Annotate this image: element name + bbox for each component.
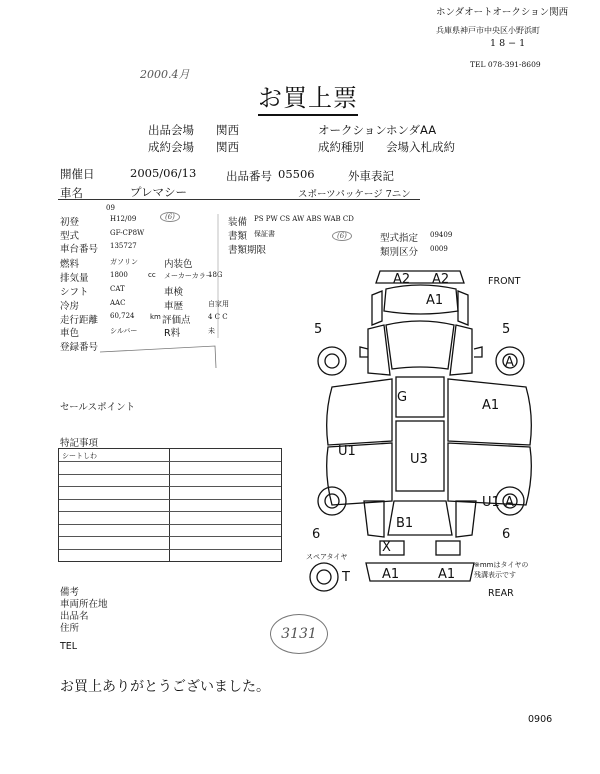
company-address-number: 1 8 − 1 <box>490 38 526 49</box>
ac-value: AAC <box>110 299 126 307</box>
grid-row-line <box>59 536 281 537</box>
tread-note-line-1: ※mmはタイヤの <box>474 561 529 569</box>
contract-type-value: 会場入札成約 <box>386 140 455 154</box>
equipment-label: 装備 <box>228 217 248 228</box>
mark-rear-x: X <box>382 540 391 555</box>
mark-left-side: U1 <box>338 444 356 459</box>
mark-center: U3 <box>410 452 428 467</box>
grid-column-divider <box>169 449 170 561</box>
mark-right-front-tire-number: 5 <box>502 322 511 337</box>
history-label: 車歴 <box>164 301 184 312</box>
color-label: 車色 <box>60 328 80 339</box>
tread-note-line-2: 残溝表示です <box>474 571 516 579</box>
handwritten-date-note: 2000.4月 <box>140 68 190 81</box>
score-value: 4 C C <box>208 313 228 321</box>
model-label: 型式 <box>60 231 80 242</box>
displacement-label: 排気量 <box>60 273 89 284</box>
shift-label: シフト <box>60 287 89 298</box>
spare-tire <box>310 563 338 591</box>
equipment-value: PS PW CS AW ABS WAB CD <box>254 215 354 223</box>
maker-color-label: メーカーカラー <box>164 272 213 280</box>
history-value: 自家用 <box>208 300 229 308</box>
mark-front-bumper-right: A2 <box>432 272 450 287</box>
mark-right-rear-door: U1 <box>482 495 500 510</box>
company-address: 兵庫県神戸市中央区小野浜町 <box>436 26 540 35</box>
first-reg-label: 初登 <box>60 217 80 228</box>
vehicle-location-label: 車両所在地 <box>60 599 108 610</box>
lot-label: 出品番号 <box>226 169 272 183</box>
mileage-value: 60,724 <box>110 312 135 320</box>
recycle-fee-value: 未 <box>208 327 215 335</box>
left-rear-fender <box>364 501 384 537</box>
closing-message: お買上ありがとうございました。 <box>60 679 270 695</box>
handwritten-circled-number: 3131 <box>270 614 328 654</box>
class-value: 0009 <box>430 245 448 253</box>
fuel-label: 燃料 <box>60 259 80 270</box>
score-label: 評価点 <box>162 315 191 326</box>
contract-type-label: 成約種別 <box>318 140 364 154</box>
front-bumper-shape <box>376 271 464 283</box>
address-label: 住所 <box>60 623 80 634</box>
grid-row-line <box>59 474 281 475</box>
left-rear-hub <box>325 494 339 508</box>
remarks-label: 備考 <box>60 587 80 598</box>
first-reg-value: H12/09 <box>110 215 137 223</box>
inspection-label: 車検 <box>164 287 184 298</box>
chassis-label: 車台番号 <box>60 244 99 255</box>
grid-row-line <box>59 499 281 500</box>
exhibitor-name-label: 出品名 <box>60 611 89 622</box>
right-rear-fender <box>456 501 476 537</box>
mark-hood: A1 <box>426 293 444 308</box>
mark-trunk: B1 <box>396 516 414 531</box>
docs-circle-note: (6) <box>332 231 352 241</box>
left-front-fender <box>372 291 382 325</box>
designation-value: 09409 <box>430 231 453 239</box>
left-rear-tire <box>318 487 346 515</box>
docs-label: 書類 <box>228 231 248 242</box>
front-label: FRONT <box>488 276 521 287</box>
contract-venue-label: 成約会場 <box>148 140 194 154</box>
grid-row-line <box>59 461 281 462</box>
mileage-unit: km <box>150 313 161 321</box>
mark-left-rear-tire: 6 <box>312 527 321 542</box>
mark-right-rear-tire: A <box>505 495 514 510</box>
grid-row-line <box>59 549 281 550</box>
rear-label: REAR <box>488 588 514 599</box>
grid-row-line <box>59 524 281 525</box>
maker-color-value: 18G <box>208 271 223 279</box>
tel-label: TEL <box>60 641 78 652</box>
venue-value: 関西 <box>216 123 239 137</box>
ac-label: 冷房 <box>60 301 80 312</box>
chassis-value: 135727 <box>110 242 137 250</box>
mark-front-bumper-left: A2 <box>393 272 411 287</box>
right-mirror <box>474 347 482 357</box>
mark-right-front-tire: A <box>505 355 514 370</box>
mark-rear-bumper-right: A1 <box>438 567 456 582</box>
mark-left-front-tire: 5 <box>314 322 323 337</box>
company-name: ホンダオートオークション関西 <box>436 7 569 18</box>
special-note-row-1: シートしわ <box>62 452 97 460</box>
venue-label: 出品会場 <box>148 123 194 137</box>
sales-point-label: セールスポイント <box>60 402 136 413</box>
grade-value: スポーツパッケージ 7ニン <box>298 189 411 200</box>
left-front-hub <box>325 354 339 368</box>
left-front-tire <box>318 347 346 375</box>
spare-tire-label: スペアタイヤ <box>306 553 348 561</box>
hood-shape <box>384 285 458 314</box>
mark-rear-bumper-left: A1 <box>382 567 400 582</box>
class-label: 類別区分 <box>380 247 419 258</box>
date-value: 2005/06/13 <box>130 166 197 180</box>
registration-number-label: 登録番号 <box>60 342 99 353</box>
left-mirror <box>360 347 368 357</box>
lot-value: 05506 <box>278 167 315 181</box>
first-reg-circle-note: (6) <box>160 212 180 222</box>
auction-value: ホンダAA <box>386 123 437 137</box>
color-value: シルバー <box>110 327 138 335</box>
left-front-door <box>327 379 392 445</box>
spare-tire-hub <box>317 570 331 584</box>
auction-label: オークション <box>318 123 387 137</box>
exterior-label: 外車表記 <box>348 169 394 183</box>
grid-row-line <box>59 511 281 512</box>
grid-row-line <box>59 486 281 487</box>
mark-right-front-door: A1 <box>482 398 500 413</box>
fuel-value: ガソリン <box>110 258 138 266</box>
mark-right-rear-tire-number: 6 <box>502 527 511 542</box>
docs-deadline-label: 書類期限 <box>228 245 267 256</box>
right-front-fender <box>458 291 468 325</box>
mileage-label: 走行距離 <box>60 315 99 326</box>
model-value: GF-CP8W <box>110 229 145 237</box>
displacement-value: 1800 <box>110 271 128 279</box>
displacement-unit: cc <box>148 271 156 279</box>
windshield-shape <box>386 321 454 369</box>
company-tel: TEL 078-391-8609 <box>470 60 541 69</box>
car-name-value: プレマシー <box>130 185 188 199</box>
interior-color-label: 内装色 <box>164 259 193 270</box>
designation-label: 型式指定 <box>380 233 419 244</box>
date-label: 開催日 <box>60 167 95 181</box>
mark-roof: G <box>397 390 408 405</box>
right-rear-lamp <box>436 541 460 555</box>
car-name-label: 車名 <box>60 186 83 200</box>
footer-code: 0906 <box>528 714 553 725</box>
special-notes-grid <box>58 448 282 562</box>
shift-value: CAT <box>110 285 125 293</box>
page-title: お買上票 <box>258 78 358 116</box>
special-notes-label: 特記事項 <box>60 438 99 449</box>
small-code: 09 <box>106 204 115 212</box>
recycle-fee-label: R料 <box>164 328 181 339</box>
mark-spare: T <box>342 570 350 585</box>
docs-value: 保証書 <box>254 230 275 238</box>
contract-venue-value: 関西 <box>216 140 239 154</box>
